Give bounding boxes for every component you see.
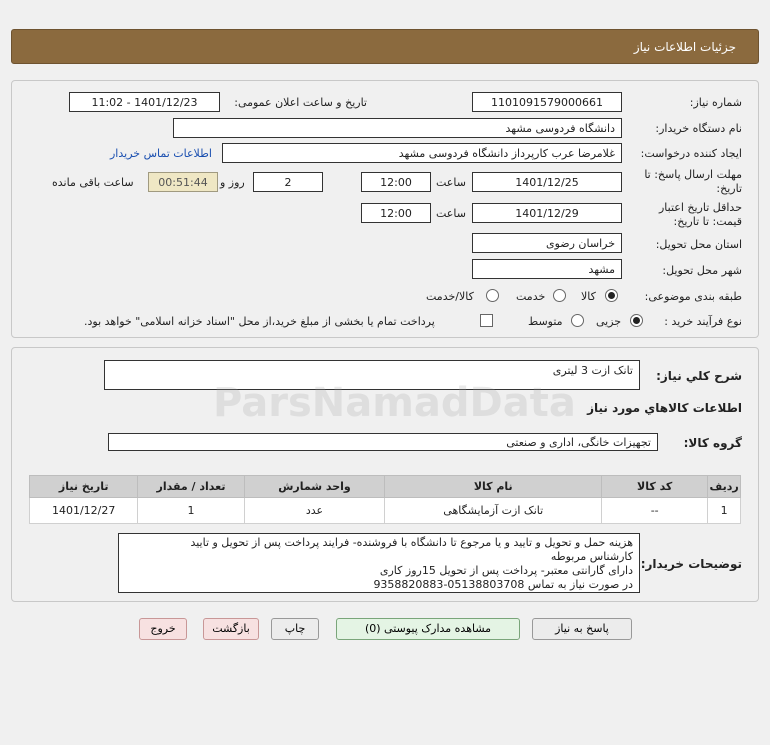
process-radio-minor[interactable] (630, 314, 643, 327)
category-option-goods: کالا (581, 290, 596, 303)
treasury-checkbox[interactable] (480, 314, 493, 327)
buyer-note-line: کارشناس مربوطه (550, 550, 633, 563)
category-radio-goods-service[interactable] (486, 289, 499, 302)
summary-field: تانک ازت 3 لیتری (104, 360, 640, 390)
cell-date: 1401/12/27 (30, 498, 138, 524)
category-label: طبقه بندی موضوعی: (644, 290, 742, 303)
process-option-medium: متوسط (528, 315, 563, 328)
days-field: 2 (253, 172, 323, 192)
print-button[interactable]: چاپ (271, 618, 319, 640)
announce-label: تاریخ و ساعت اعلان عمومی: (234, 96, 367, 109)
city-label: شهر محل تحویل: (662, 264, 742, 277)
goods-table-header (30, 476, 741, 498)
validity-time-field: 12:00 (361, 203, 431, 223)
buyer-notes-label: توضیحات خریدار: (640, 557, 742, 571)
summary-label: شرح کلي نياز: (656, 369, 742, 383)
deadline-label-1: مهلت ارسال پاسخ: تا (644, 168, 742, 181)
reply-button[interactable]: پاسخ به نیاز (532, 618, 632, 640)
buyer-note-line: دارای گارانتی معتبر- پرداخت پس از تحویل 15روز کاری (379, 564, 633, 577)
page-header (11, 29, 759, 64)
category-radio-goods[interactable] (605, 289, 618, 302)
need-number-field: 1101091579000661 (472, 92, 622, 112)
buyer-note-line: در صورت نیاز به تماس 05138803708-9358820883 (373, 578, 633, 591)
buyer-contact-link[interactable]: اطلاعات تماس خریدار (110, 147, 212, 160)
process-radio-medium[interactable] (571, 314, 584, 327)
announce-field: 1401/12/23 - 11:02 (69, 92, 220, 112)
col-name: نام کالا (385, 476, 602, 498)
watermark-brand: ParsNamadData (213, 380, 576, 426)
creator-field: غلامرضا عرب کارپرداز دانشگاه فردوسی مشهد (222, 143, 622, 163)
province-label: استان محل تحویل: (655, 238, 742, 251)
remaining-label: ساعت باقی مانده (52, 176, 134, 189)
validity-date-field: 1401/12/29 (472, 203, 622, 223)
table-row (30, 498, 741, 524)
category-option-goods-service: کالا/خدمت (426, 290, 474, 303)
process-option-minor: جزیی (596, 315, 622, 328)
cell-unit: عدد (244, 498, 385, 524)
validity-hour-label: ساعت (436, 207, 466, 220)
remaining-time-field: 00:51:44 (148, 172, 218, 192)
cell-name: تانک ازت آزمایشگاهی (385, 498, 602, 524)
province-field: خراسان رضوی (472, 233, 622, 253)
deadline-date-field: 1401/12/25 (472, 172, 622, 192)
validity-label-1: حداقل تاریخ اعتبار (658, 201, 742, 214)
cell-row: 1 (708, 498, 741, 524)
buyer-notes-field (118, 533, 640, 593)
process-label: نوع فرآیند خرید : (664, 315, 742, 328)
back-button[interactable]: بازگشت (203, 618, 259, 640)
cell-qty: 1 (138, 498, 244, 524)
col-qty: تعداد / مقدار (138, 476, 244, 498)
days-label: روز و (220, 176, 245, 189)
treasury-text: پرداخت تمام یا بخشی از مبلغ خرید،از محل "اسناد خزانه اسلامی" خواهد بود. (84, 315, 435, 328)
goods-group-field: تجهیزات خانگی، اداری و صنعتی (108, 433, 658, 451)
goods-table (29, 475, 741, 524)
page-title: جزئیات اطلاعات نیاز (633, 40, 736, 54)
goods-info-title: اطلاعات کالاهاي مورد نياز (587, 401, 742, 415)
deadline-hour-label: ساعت (436, 176, 466, 189)
goods-group-label: گروه کالا: (683, 436, 742, 450)
category-radio-service[interactable] (553, 289, 566, 302)
exit-button[interactable]: خروج (139, 618, 187, 640)
creator-label: ایجاد کننده درخواست: (640, 147, 742, 160)
col-date: تاریخ نیاز (30, 476, 138, 498)
col-unit: واحد شمارش (244, 476, 385, 498)
city-field: مشهد (472, 259, 622, 279)
deadline-label-2: تاریخ: (716, 182, 742, 195)
validity-label-2: قیمت: تا تاریخ: (673, 215, 742, 228)
deadline-time-field: 12:00 (361, 172, 431, 192)
col-code: کد کالا (602, 476, 708, 498)
need-number-label: شماره نیاز: (689, 96, 742, 109)
category-option-service: خدمت (516, 290, 546, 303)
buyer-org-field: دانشگاه فردوسی مشهد (173, 118, 622, 138)
cell-code: -- (602, 498, 708, 524)
buyer-note-line: هزینه حمل و تحویل و تایید و یا مرجوع تا دانشگاه با فروشنده- فرایند پرداخت پس از تحویل و تایید (190, 536, 633, 549)
attachments-button[interactable]: مشاهده مدارک پیوستی (0) (336, 618, 520, 640)
col-row: ردیف (708, 476, 741, 498)
buyer-org-label: نام دستگاه خریدار: (655, 122, 742, 135)
